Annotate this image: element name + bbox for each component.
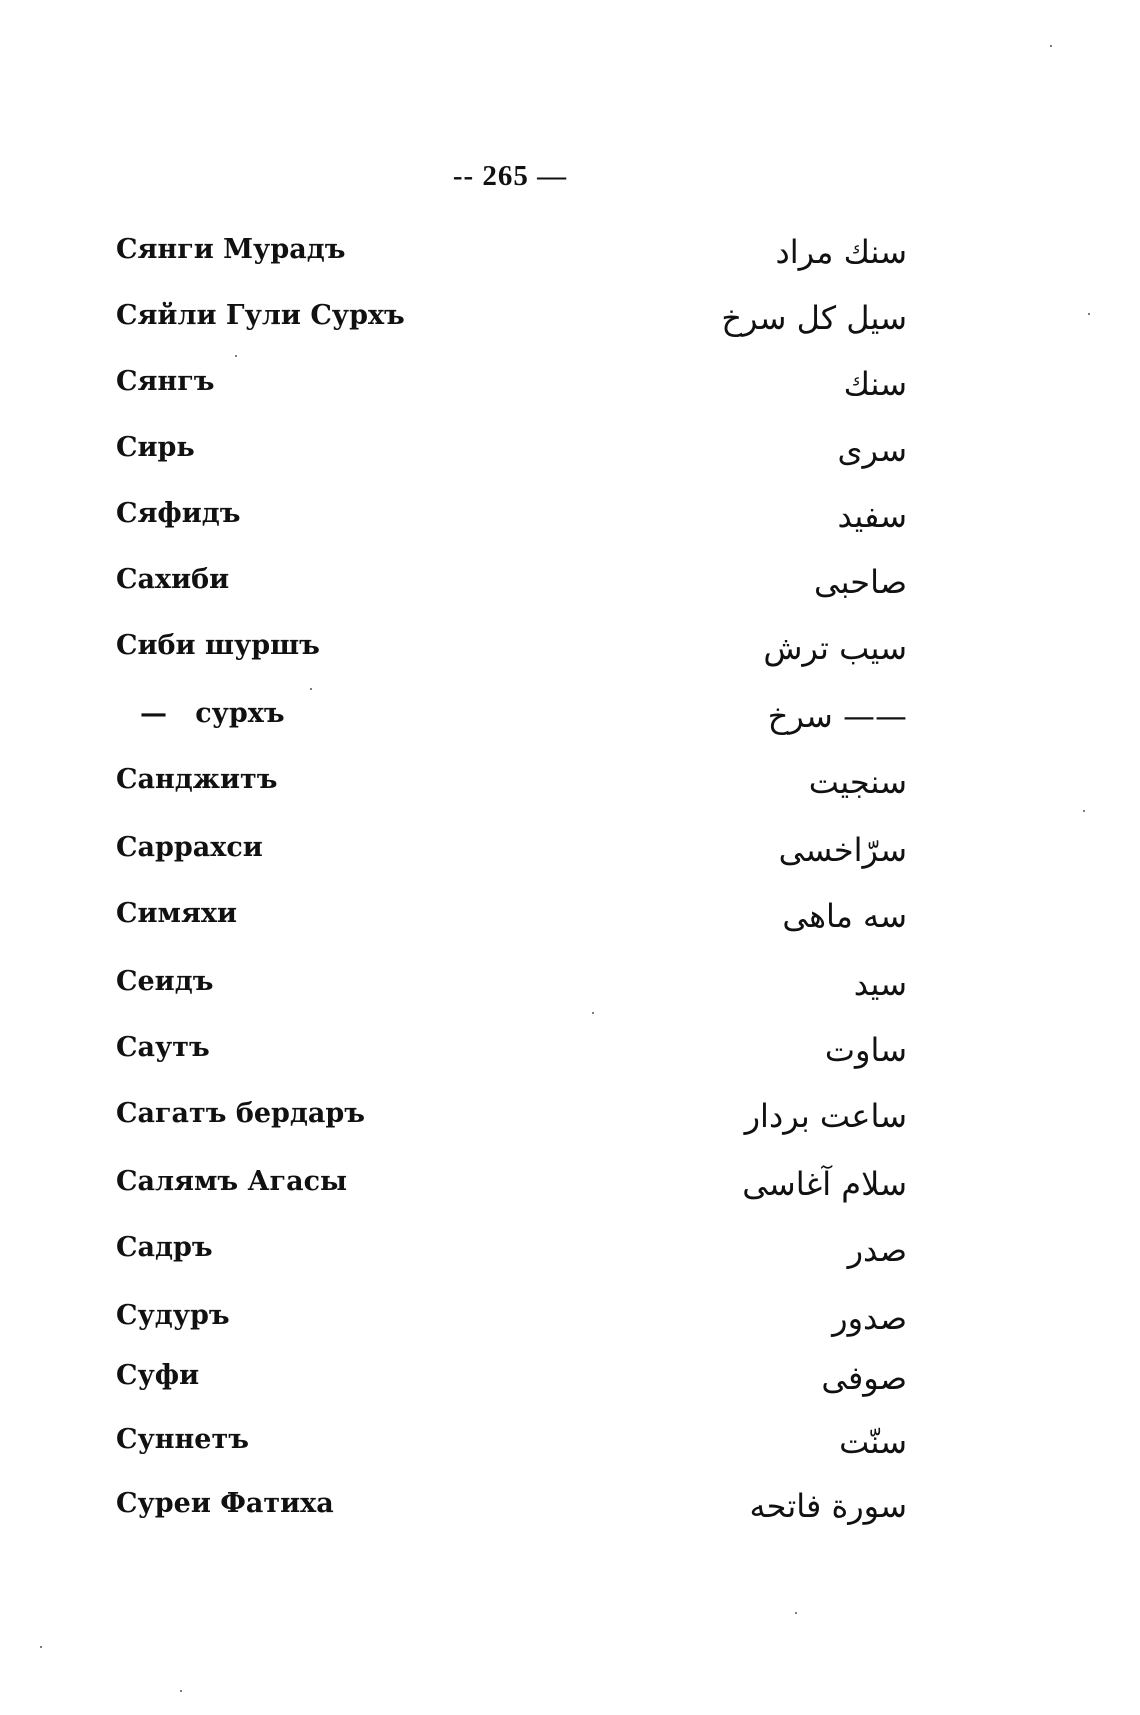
persian-term: سفيد — [837, 497, 907, 535]
persian-term: سنجيت — [808, 763, 907, 801]
russian-term: — сурхъ — [140, 698, 285, 729]
persian-term: سرى — [837, 431, 907, 469]
persian-term: سه ماهى — [782, 897, 907, 935]
paper-speck — [1088, 313, 1090, 315]
russian-term: Суреи Фатиха — [116, 1488, 334, 1519]
list-item — [0, 626, 1140, 686]
paper-speck — [235, 355, 237, 357]
russian-term: Суннетъ — [116, 1424, 249, 1455]
list-item — [0, 962, 1140, 1022]
list-item — [0, 1162, 1140, 1222]
persian-term: ساوت — [824, 1031, 907, 1069]
page-number: -- 265 — — [452, 160, 568, 192]
paper-speck — [40, 1646, 42, 1648]
paper-speck — [180, 1690, 182, 1692]
paper-speck — [1050, 45, 1052, 47]
list-item — [0, 230, 1140, 290]
list-item — [0, 494, 1140, 554]
persian-term: سرّاخسى — [778, 831, 907, 869]
persian-term: صاحبى — [813, 563, 907, 601]
russian-term: Сяйли Гули Сурхъ — [116, 300, 405, 331]
list-item — [0, 760, 1140, 820]
list-item — [0, 894, 1140, 954]
persian-term: سنك مراد — [775, 233, 907, 271]
list-item — [0, 1094, 1140, 1154]
russian-term: Сянгъ — [116, 366, 215, 397]
russian-term: Саррахси — [116, 832, 263, 863]
russian-term: Сяфидъ — [116, 498, 241, 529]
list-item — [0, 1228, 1140, 1288]
persian-term: صدور — [832, 1299, 907, 1337]
list-item — [0, 1420, 1140, 1480]
list-item — [0, 1028, 1140, 1088]
persian-term: صوفى — [821, 1359, 907, 1397]
russian-term: Саутъ — [116, 1032, 210, 1063]
persian-term: ساعت بردار — [744, 1097, 907, 1135]
persian-term: سيب ترش — [763, 629, 907, 667]
paper-speck — [592, 1012, 594, 1014]
russian-term: Сирь — [116, 432, 195, 463]
persian-term: صدر — [847, 1231, 907, 1269]
russian-term: Сянги Мурадъ — [116, 234, 346, 265]
list-item — [0, 362, 1140, 422]
russian-term: Санджитъ — [116, 764, 278, 795]
list-item — [0, 560, 1140, 620]
paper-speck — [310, 688, 312, 690]
list-item — [0, 296, 1140, 356]
persian-term: سيل كل سرخ — [721, 299, 907, 337]
persian-term: سيد — [853, 965, 907, 1003]
list-item — [0, 694, 1140, 754]
paper-speck — [1083, 810, 1085, 812]
list-item — [0, 428, 1140, 488]
russian-term: Сагатъ бердаръ — [116, 1098, 366, 1129]
list-item — [0, 1356, 1140, 1416]
russian-term: Салямъ Агасы — [116, 1166, 348, 1197]
russian-term: Сеидъ — [116, 966, 214, 997]
list-item — [0, 1296, 1140, 1356]
russian-term: Симяхи — [116, 898, 238, 929]
russian-term: Судуръ — [116, 1300, 230, 1331]
persian-term: سنك — [843, 365, 907, 403]
russian-term: Сахиби — [116, 564, 230, 595]
persian-term: —— سرخ — [767, 697, 907, 735]
russian-term: Сиби шуршъ — [116, 630, 320, 661]
persian-term: سلام آغاسى — [742, 1165, 907, 1203]
russian-term: Садръ — [116, 1232, 213, 1263]
list-item — [0, 1484, 1140, 1544]
persian-term: سورة فاتحه — [749, 1487, 907, 1525]
list-item — [0, 828, 1140, 888]
russian-term: Суфи — [116, 1360, 200, 1391]
paper-speck — [795, 1612, 797, 1614]
persian-term: سنّت — [839, 1423, 907, 1461]
